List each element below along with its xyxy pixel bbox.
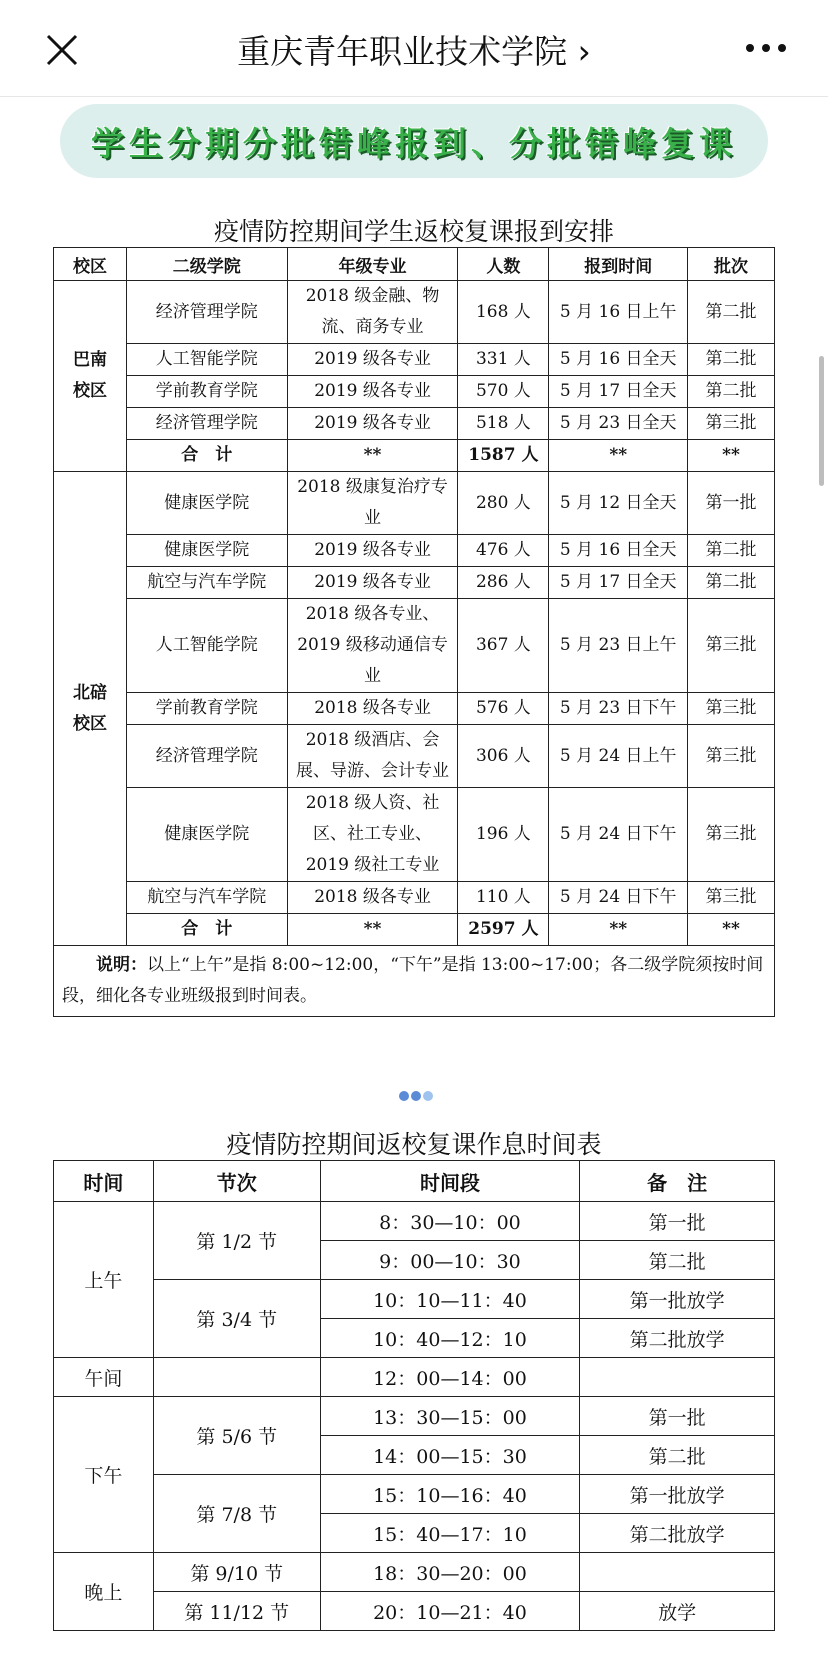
session-cell: 第 11/12 节 xyxy=(153,1592,320,1631)
college-cell: 健康医学院 xyxy=(126,472,287,535)
college-cell: 健康医学院 xyxy=(126,788,287,882)
time-range-cell: 9：00—10：30 xyxy=(320,1241,580,1280)
batch-cell: ** xyxy=(688,440,775,472)
college-cell: 经济管理学院 xyxy=(126,725,287,788)
table-row xyxy=(54,1280,775,1319)
table-row xyxy=(54,725,775,788)
count-cell: 196 人 xyxy=(458,788,549,882)
table-row xyxy=(54,472,775,535)
table-row xyxy=(54,1358,775,1397)
table1-title: 疫情防控期间学生返校复课报到安排 xyxy=(213,217,614,246)
time-cell: 5 月 12 日全天 xyxy=(549,472,688,535)
header-cell: 人数 xyxy=(458,248,549,281)
major-cell: 2019 级各专业 xyxy=(287,344,458,376)
time-range-cell: 13：30—15：00 xyxy=(320,1397,580,1436)
table-header-row xyxy=(54,248,775,281)
time-range-cell: 14：00—15：30 xyxy=(320,1436,580,1475)
time-cell: 5 月 24 日下午 xyxy=(549,882,688,914)
table-row xyxy=(54,535,775,567)
major-cell: ** xyxy=(287,440,458,472)
period-cell: 上午 xyxy=(54,1202,154,1358)
count-cell: 1587 人 xyxy=(458,440,549,472)
count-cell: 2597 人 xyxy=(458,914,549,946)
page-title[interactable]: 重庆青年职业技术学院 › xyxy=(237,32,591,71)
batch-cell: 第一批 xyxy=(688,472,775,535)
header-cell: 批次 xyxy=(688,248,775,281)
time-cell: 5 月 17 日全天 xyxy=(549,567,688,599)
remark-cell: 第二批放学 xyxy=(580,1319,775,1358)
session-cell: 第 9/10 节 xyxy=(153,1553,320,1592)
session-cell: 第 1/2 节 xyxy=(153,1202,320,1280)
major-cell: 2018 级各专业 xyxy=(287,882,458,914)
time-cell: 5 月 23 日下午 xyxy=(549,693,688,725)
total-row xyxy=(54,440,775,472)
major-cell: 2018 级各专业 xyxy=(287,693,458,725)
major-cell: 2019 级各专业 xyxy=(287,376,458,408)
time-range-cell: 15：40—17：10 xyxy=(320,1514,580,1553)
note-label: 说明： xyxy=(96,955,147,975)
banner xyxy=(60,104,768,178)
batch-cell: 第二批 xyxy=(688,535,775,567)
registration-schedule-table xyxy=(53,247,775,1017)
pagination-dots-icon xyxy=(398,1090,434,1102)
total-label: 合 计 xyxy=(126,914,287,946)
batch-cell: 第三批 xyxy=(688,408,775,440)
major-cell: 2018 级各专业、2019 级移动通信专业 xyxy=(287,599,458,693)
remark-cell: 第一批 xyxy=(580,1202,775,1241)
table-row xyxy=(54,693,775,725)
batch-cell: 第二批 xyxy=(688,281,775,344)
table-row xyxy=(54,882,775,914)
header-cell: 备 注 xyxy=(580,1161,775,1202)
college-cell: 人工智能学院 xyxy=(126,599,287,693)
time-cell: 5 月 24 日下午 xyxy=(549,788,688,882)
table-row xyxy=(54,1553,775,1592)
count-cell: 576 人 xyxy=(458,693,549,725)
table-row xyxy=(54,1202,775,1241)
scrollbar[interactable] xyxy=(819,356,824,486)
time-range-cell: 15：10—16：40 xyxy=(320,1475,580,1514)
count-cell: 518 人 xyxy=(458,408,549,440)
header-cell: 二级学院 xyxy=(126,248,287,281)
time-range-cell: 20：10—21：40 xyxy=(320,1592,580,1631)
table-row xyxy=(54,599,775,693)
major-cell: ** xyxy=(287,914,458,946)
time-range-cell: 10：10—11：40 xyxy=(320,1280,580,1319)
header-cell: 时间 xyxy=(54,1161,154,1202)
time-range-cell: 18：30—20：00 xyxy=(320,1553,580,1592)
header-cell: 年级专业 xyxy=(287,248,458,281)
table-row xyxy=(54,788,775,882)
college-cell: 健康医学院 xyxy=(126,535,287,567)
total-row xyxy=(54,914,775,946)
batch-cell: 第二批 xyxy=(688,567,775,599)
session-cell: 第 7/8 节 xyxy=(153,1475,320,1553)
major-cell: 2019 级各专业 xyxy=(287,535,458,567)
note-text: 以上“上午”是指 8:00~12:00，“下午”是指 13:00~17:00；各二级学院须按时间段，细化各专业班级报到时间表。 xyxy=(62,955,764,1006)
remark-cell: 第二批 xyxy=(580,1241,775,1280)
period-cell: 下午 xyxy=(54,1397,154,1553)
table-row xyxy=(54,1397,775,1436)
college-cell: 人工智能学院 xyxy=(126,344,287,376)
table2-title: 疫情防控期间返校复课作息时间表 xyxy=(226,1130,602,1159)
banner-text: 学生分期分批错峰报到、分批错峰复课 xyxy=(91,124,737,163)
count-cell: 367 人 xyxy=(458,599,549,693)
count-cell: 331 人 xyxy=(458,344,549,376)
time-cell: 5 月 23 日全天 xyxy=(549,408,688,440)
more-options-icon[interactable] xyxy=(744,42,788,54)
count-cell: 280 人 xyxy=(458,472,549,535)
count-cell: 570 人 xyxy=(458,376,549,408)
session-cell: 第 5/6 节 xyxy=(153,1397,320,1475)
count-cell: 286 人 xyxy=(458,567,549,599)
time-cell: 5 月 16 日全天 xyxy=(549,535,688,567)
period-cell: 午间 xyxy=(54,1358,154,1397)
table-row xyxy=(54,376,775,408)
time-cell: 5 月 23 日上午 xyxy=(549,599,688,693)
college-cell: 经济管理学院 xyxy=(126,281,287,344)
table-row xyxy=(54,408,775,440)
table-row xyxy=(54,567,775,599)
table-header-row xyxy=(54,1161,775,1202)
time-range-cell: 10：40—12：10 xyxy=(320,1319,580,1358)
header-cell: 节次 xyxy=(153,1161,320,1202)
time-cell: ** xyxy=(549,914,688,946)
major-cell: 2019 级各专业 xyxy=(287,567,458,599)
batch-cell: 第二批 xyxy=(688,376,775,408)
campus-cell: 巴南校区 xyxy=(54,281,127,472)
top-nav-bar xyxy=(0,0,828,97)
time-cell: ** xyxy=(549,440,688,472)
count-cell: 306 人 xyxy=(458,725,549,788)
remark-cell: 第一批放学 xyxy=(580,1280,775,1319)
batch-cell: 第三批 xyxy=(688,788,775,882)
time-range-cell: 8：30—10：00 xyxy=(320,1202,580,1241)
major-cell: 2018 级人资、社区、社工专业、2019 级社工专业 xyxy=(287,788,458,882)
remark-cell: 放学 xyxy=(580,1592,775,1631)
time-range-cell: 12：00—14：00 xyxy=(320,1358,580,1397)
major-cell: 2018 级酒店、会展、导游、会计专业 xyxy=(287,725,458,788)
batch-cell: 第三批 xyxy=(688,725,775,788)
time-cell: 5 月 24 日上午 xyxy=(549,725,688,788)
batch-cell: 第二批 xyxy=(688,344,775,376)
batch-cell: ** xyxy=(688,914,775,946)
header-cell: 时间段 xyxy=(320,1161,580,1202)
college-cell: 航空与汽车学院 xyxy=(126,567,287,599)
count-cell: 476 人 xyxy=(458,535,549,567)
remark-cell xyxy=(580,1553,775,1592)
major-cell: 2019 级各专业 xyxy=(287,408,458,440)
major-cell: 2018 级康复治疗专业 xyxy=(287,472,458,535)
batch-cell: 第三批 xyxy=(688,599,775,693)
time-cell: 5 月 17 日全天 xyxy=(549,376,688,408)
batch-cell: 第三批 xyxy=(688,693,775,725)
session-cell xyxy=(153,1358,320,1397)
remark-cell: 第二批放学 xyxy=(580,1514,775,1553)
table-row xyxy=(54,1592,775,1631)
batch-cell: 第三批 xyxy=(688,882,775,914)
note-cell xyxy=(54,946,775,1017)
total-label: 合 计 xyxy=(126,440,287,472)
remark-cell xyxy=(580,1358,775,1397)
header-cell: 报到时间 xyxy=(549,248,688,281)
count-cell: 110 人 xyxy=(458,882,549,914)
remark-cell: 第一批放学 xyxy=(580,1475,775,1514)
note-row xyxy=(54,946,775,1017)
college-cell: 学前教育学院 xyxy=(126,376,287,408)
time-cell: 5 月 16 日全天 xyxy=(549,344,688,376)
remark-cell: 第二批 xyxy=(580,1436,775,1475)
college-cell: 航空与汽车学院 xyxy=(126,882,287,914)
table-row xyxy=(54,1475,775,1514)
college-cell: 经济管理学院 xyxy=(126,408,287,440)
campus-cell: 北碚校区 xyxy=(54,472,127,946)
remark-cell: 第一批 xyxy=(580,1397,775,1436)
major-cell: 2018 级金融、物流、商务专业 xyxy=(287,281,458,344)
college-cell: 学前教育学院 xyxy=(126,693,287,725)
header-cell: 校区 xyxy=(54,248,127,281)
period-cell: 晚上 xyxy=(54,1553,154,1631)
daily-schedule-table xyxy=(53,1160,775,1631)
time-cell: 5 月 16 日上午 xyxy=(549,281,688,344)
session-cell: 第 3/4 节 xyxy=(153,1280,320,1358)
table-row xyxy=(54,281,775,344)
table-row xyxy=(54,344,775,376)
count-cell: 168 人 xyxy=(458,281,549,344)
